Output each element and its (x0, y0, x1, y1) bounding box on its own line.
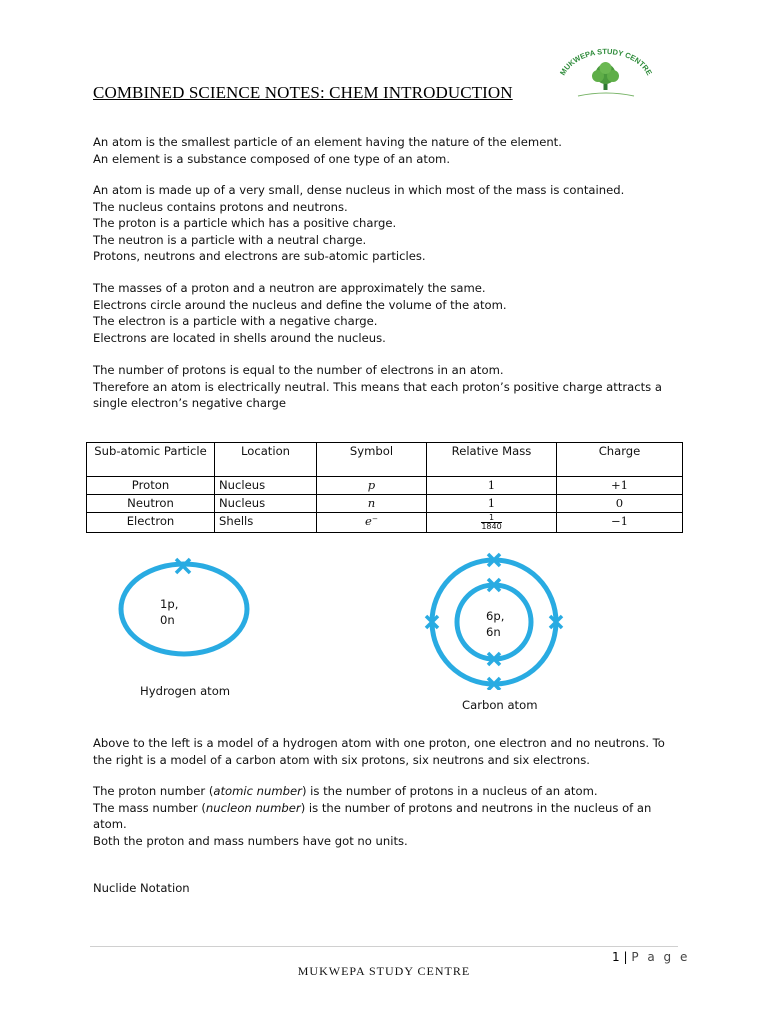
electron-shell (121, 564, 247, 654)
footer-divider (90, 946, 678, 947)
location-cell: Nucleus (215, 495, 317, 513)
carbon-nucleus-label: 6p, 6n (486, 609, 505, 639)
logo-text: MUKWEPA STUDY CENTRE (558, 46, 654, 77)
mass-fraction (481, 514, 501, 531)
symbol-cell: p (317, 477, 427, 495)
table-header: Charge (557, 443, 683, 477)
page-number: 1 | P a g e (612, 950, 690, 964)
nuclide-notation-heading: Nuclide Notation (93, 881, 190, 895)
paragraph-models: Above to the left is a model of a hydrogen atom with one proton, one electron and no neutrons. To the right is a model of a carbon atom with six protons, six neutrons and six electrons. (93, 736, 665, 767)
study-centre-logo (548, 44, 664, 102)
page-title: COMBINED SCIENCE NOTES: CHEM INTRODUCTION (93, 83, 513, 102)
particle-cell: Neutron (87, 495, 215, 513)
paragraph-atom-structure: An atom is made up of a very small, dense nucleus in which most of the mass is contained. The nucleus contains protons and neutrons. The proton is a particle which has a positive charge. The neutron is a particle with a neutral charge. Protons, neutrons and electrons are sub-atomic particles. (93, 183, 625, 264)
charge-cell: −1 (557, 513, 683, 533)
particle-cell: Proton (87, 477, 215, 495)
table-header-row (87, 443, 683, 477)
subatomic-particles-table (86, 442, 683, 533)
table-row (87, 477, 683, 495)
table-row (87, 513, 683, 533)
location-cell: Shells (215, 513, 317, 533)
mass-cell: 1 (427, 477, 557, 495)
charge-cell: 0 (557, 495, 683, 513)
hydrogen-nucleus-label: 1p, 0n (160, 597, 179, 627)
paragraph-masses-electrons: The masses of a proton and a neutron are approximately the same. Electrons circle around the nucleus and define the volume of the atom. The electron is a particle with a negative charge. Electrons are located in shells around the nucleus. (93, 281, 507, 345)
table-header: Sub-atomic Particle (87, 443, 215, 477)
fraction-numerator: 1 (481, 514, 501, 523)
hydrogen-atom-caption: Hydrogen atom (140, 684, 231, 698)
particle-cell: Electron (87, 513, 215, 533)
location-cell: Nucleus (215, 477, 317, 495)
fraction-denominator: 1840 (481, 522, 502, 531)
symbol-cell: n (317, 495, 427, 513)
hydrogen-atom-diagram (110, 555, 260, 665)
footer-centre-name: MUKWEPA STUDY CENTRE (297, 964, 471, 978)
paragraph-neutrality: The number of protons is equal to the number of electrons in an atom. Therefore an atom is electrically neutral. This means that each proton’s positive charge attracts a single electron’s negative charge (93, 363, 662, 411)
table-row (87, 495, 683, 513)
paragraph-atom-definition: An atom is the smallest particle of an element having the nature of the element. An element is a substance composed of one type of an atom. (93, 135, 562, 166)
symbol-cell: e⁻ (317, 513, 427, 533)
charge-cell: +1 (557, 477, 683, 495)
carbon-atom-caption: Carbon atom (462, 698, 538, 712)
table-header: Symbol (317, 443, 427, 477)
mass-cell: 1 (427, 495, 557, 513)
table-header: Location (215, 443, 317, 477)
mass-cell (427, 513, 557, 533)
paragraph-proton-mass-numbers: The proton number (atomic number) is the number of protons in a nucleus of an atom. The mass number (nucleon number) is the number of protons and neutrons in the nucleus of an atom. Both the proton and mass numbers have got no units. (93, 784, 652, 848)
table-header: Relative Mass (427, 443, 557, 477)
